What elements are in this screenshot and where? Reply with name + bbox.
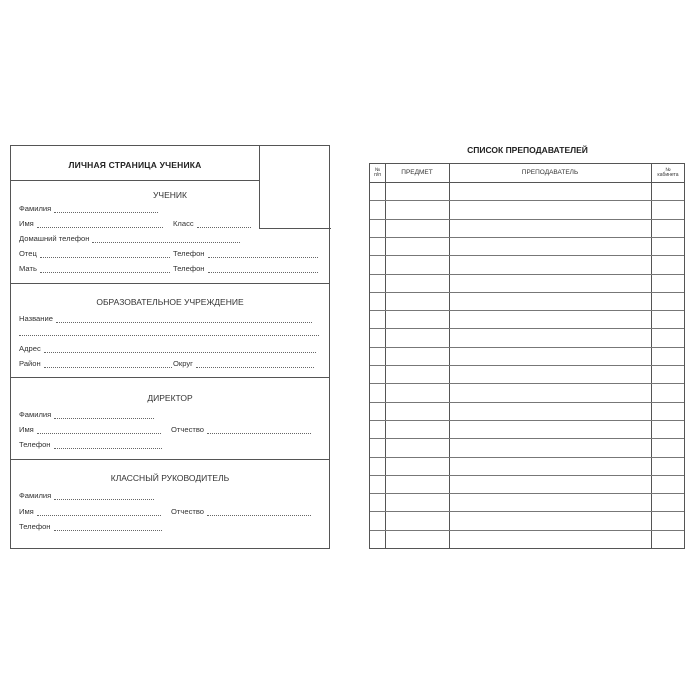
section-divider: [11, 283, 329, 284]
field-label: Район: [19, 359, 41, 368]
header-line: кабинета: [657, 172, 679, 178]
table-row-divider: [370, 274, 684, 275]
school-district-field[interactable]: [19, 359, 172, 368]
field-label: Телефон: [173, 264, 205, 273]
table-row-divider: [370, 475, 684, 476]
director-last-name-field[interactable]: [19, 410, 154, 419]
field-label: Класс: [173, 219, 194, 228]
class-teacher-phone-field[interactable]: [19, 522, 162, 531]
school-name-continuation-field[interactable]: [19, 329, 319, 336]
table-row-divider: [370, 383, 684, 384]
class-teacher-last-name-field[interactable]: [19, 491, 154, 500]
field-label: Домашний телефон: [19, 234, 90, 243]
header-line: п/п: [374, 172, 381, 178]
table-row-divider: [370, 438, 684, 439]
table-row-divider: [370, 530, 684, 531]
table-row-divider: [370, 310, 684, 311]
table-row-divider: [370, 402, 684, 403]
school-okrug-field[interactable]: [173, 359, 314, 368]
table-row-divider: [370, 200, 684, 201]
column-divider: [385, 164, 386, 548]
field-label: Отчество: [171, 507, 205, 516]
column-header-number: [370, 164, 385, 182]
field-label: Мать: [19, 264, 37, 273]
table-row-divider: [370, 511, 684, 512]
field-label: Телефон: [19, 522, 51, 531]
school-section-title: ОБРАЗОВАТЕЛЬНОЕ УЧРЕЖДЕНИЕ: [96, 297, 244, 307]
table-row-divider: [370, 219, 684, 220]
page-title: ЛИЧНАЯ СТРАНИЦА УЧЕНИКА: [68, 160, 202, 170]
director-first-name-field[interactable]: [19, 425, 161, 434]
section-divider: [11, 459, 329, 460]
field-label: Фамилия: [19, 410, 52, 419]
field-label: Адрес: [19, 344, 41, 353]
field-label: Отец: [19, 249, 37, 258]
class-teacher-section-title: КЛАССНЫЙ РУКОВОДИТЕЛЬ: [110, 473, 230, 483]
table-row-divider: [370, 328, 684, 329]
class-teacher-patronymic-field[interactable]: [171, 507, 311, 516]
teachers-table: [369, 163, 685, 549]
table-row-divider: [370, 347, 684, 348]
table-row-divider: [370, 237, 684, 238]
section-divider: [11, 377, 329, 378]
field-label: Имя: [19, 425, 34, 434]
student-personal-page: [10, 145, 330, 549]
header-divider: [370, 182, 684, 183]
column-divider: [449, 164, 450, 548]
column-header-room: [651, 164, 685, 182]
student-class-field[interactable]: [173, 219, 251, 228]
field-label: Отчество: [171, 425, 205, 434]
field-label: Имя: [19, 507, 34, 516]
field-label: Название: [19, 314, 53, 323]
teachers-list-title: СПИСОК ПРЕПОДАВАТЕЛЕЙ: [467, 145, 588, 155]
home-phone-field[interactable]: [19, 234, 240, 243]
class-teacher-first-name-field[interactable]: [19, 507, 161, 516]
column-header-subject: ПРЕДМЕТ: [401, 169, 433, 176]
table-row-divider: [370, 457, 684, 458]
student-last-name-field[interactable]: [19, 204, 158, 213]
field-label: Фамилия: [19, 204, 52, 213]
table-row-divider: [370, 292, 684, 293]
director-phone-field[interactable]: [19, 440, 162, 449]
director-section-title: ДИРЕКТОР: [147, 393, 193, 403]
father-phone-field[interactable]: [173, 249, 318, 258]
mother-field[interactable]: [19, 264, 170, 273]
student-first-name-field[interactable]: [19, 219, 163, 228]
mother-phone-field[interactable]: [173, 264, 318, 273]
father-field[interactable]: [19, 249, 170, 258]
table-row-divider: [370, 420, 684, 421]
title-divider: [11, 180, 259, 181]
table-row-divider: [370, 493, 684, 494]
header-line: №: [374, 166, 381, 173]
table-row-divider: [370, 365, 684, 366]
field-label: Округ: [173, 359, 193, 368]
column-divider: [651, 164, 652, 548]
column-header-teacher: ПРЕПОДАВАТЕЛЬ: [521, 169, 579, 176]
table-row-divider: [370, 255, 684, 256]
header-line: №: [665, 166, 671, 173]
field-label: Телефон: [173, 249, 205, 258]
student-section-title: УЧЕНИК: [153, 190, 187, 200]
school-address-field[interactable]: [19, 344, 316, 353]
field-label: Фамилия: [19, 491, 52, 500]
field-label: Имя: [19, 219, 34, 228]
director-patronymic-field[interactable]: [171, 425, 311, 434]
school-name-field[interactable]: [19, 314, 312, 323]
field-label: Телефон: [19, 440, 51, 449]
photo-box: [259, 145, 331, 229]
